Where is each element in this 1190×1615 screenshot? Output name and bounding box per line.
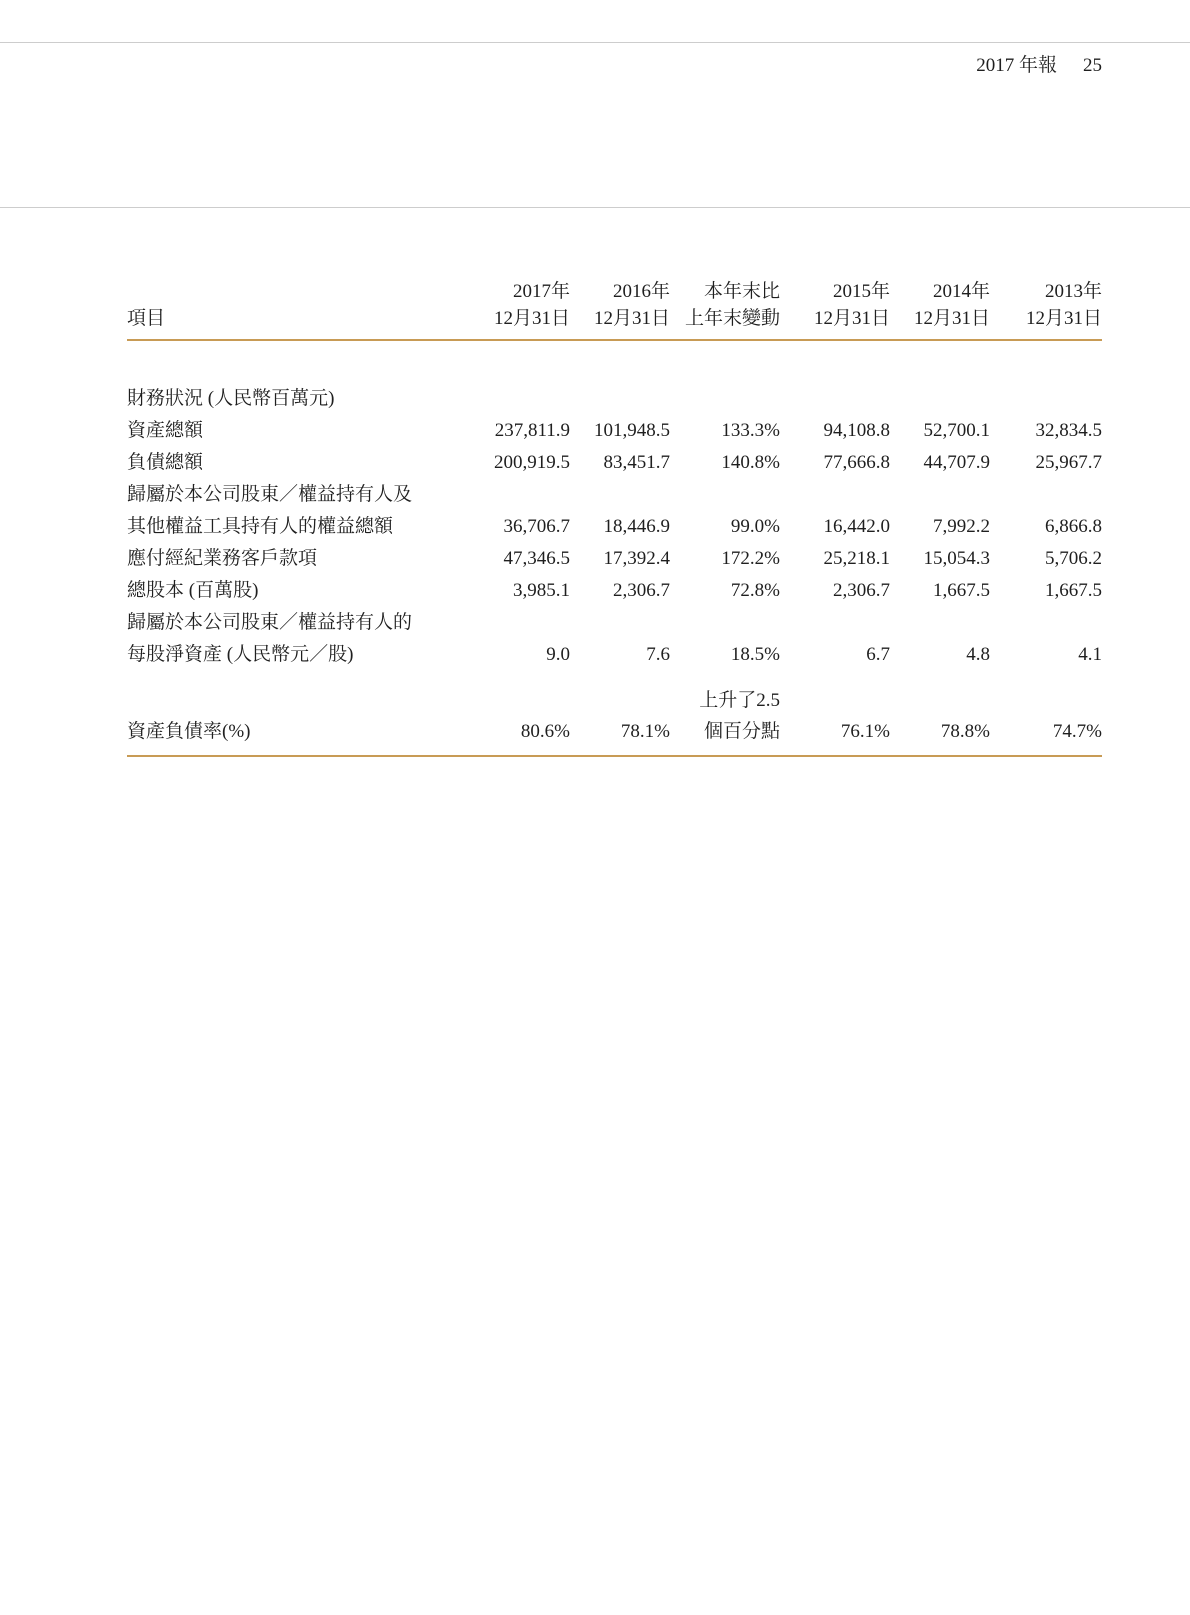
cell-2016: 18,446.9: [603, 516, 670, 537]
cell-change: [670, 685, 780, 756]
label-continuation-row: [127, 607, 1102, 639]
row-label: 總股本 (百萬股): [127, 580, 259, 601]
cell-2016: 78.1%: [570, 685, 670, 756]
cell-2017: 9.0: [546, 644, 570, 665]
row-label: 資產總額: [127, 420, 204, 441]
section-label: 財務狀況 (人民幣百萬元): [127, 388, 335, 409]
label-continuation-row: [127, 479, 1102, 511]
cell-2015: 6.7: [866, 644, 890, 665]
top-divider: [0, 42, 1190, 43]
cell-2013: 6,866.8: [1045, 516, 1102, 537]
report-title: 2017 年報: [976, 55, 1057, 76]
cell-2017: 3,985.1: [513, 580, 570, 601]
table-row: [127, 543, 1102, 575]
cell-2015: 2,306.7: [833, 580, 890, 601]
change-note-line2: 個百分點: [703, 721, 780, 742]
cell-change: 172.2%: [721, 548, 780, 569]
section-row: [127, 383, 1102, 415]
cell-change: 140.8%: [721, 452, 780, 473]
row-label: 資產負債率(%): [127, 685, 470, 756]
spacer-row: [127, 671, 1102, 685]
cell-2013: 1,667.5: [1045, 580, 1102, 601]
cell-2017: 200,919.5: [494, 452, 570, 473]
row-label: 應付經紀業務客戶款項: [127, 548, 318, 569]
table-row: [127, 447, 1102, 479]
cell-2015: 25,218.1: [823, 548, 890, 569]
cell-2017: 80.6%: [470, 685, 570, 756]
cell-2015: 94,108.8: [823, 420, 890, 441]
cell-2016: 101,948.5: [594, 420, 670, 441]
cell-2014: 52,700.1: [923, 420, 990, 441]
table-row: [127, 511, 1102, 543]
col-header-item: 項目: [127, 278, 470, 340]
col-header-2015: 2015年 12月31日: [780, 278, 890, 340]
cell-2014: 44,707.9: [923, 452, 990, 473]
cell-2017: 47,346.5: [503, 548, 570, 569]
cell-2013: 4.1: [1078, 644, 1102, 665]
cell-2014: 78.8%: [890, 685, 990, 756]
col-header-2016: 2016年 12月31日: [570, 278, 670, 340]
cell-2016: 17,392.4: [603, 548, 670, 569]
table-header-row: [127, 278, 1102, 340]
row-label: 其他權益工具持有人的權益總額: [127, 516, 394, 537]
page-header: [976, 50, 1102, 77]
table-row: [127, 575, 1102, 607]
financial-summary-table: [127, 278, 1102, 757]
col-header-2014: 2014年 12月31日: [890, 278, 990, 340]
cell-2014: 7,992.2: [933, 516, 990, 537]
cell-2017: 36,706.7: [503, 516, 570, 537]
col-header-2017: 2017年 12月31日: [470, 278, 570, 340]
cell-2016: 7.6: [646, 644, 670, 665]
cell-2016: 83,451.7: [603, 452, 670, 473]
col-header-change: 本年末比 上年末變動: [670, 278, 780, 340]
spacer-row: [127, 340, 1102, 383]
table-row: [127, 415, 1102, 447]
table-row: [127, 639, 1102, 671]
col-header-2013: 2013年 12月31日: [990, 278, 1102, 340]
row-label: 負債總額: [127, 452, 204, 473]
row-label: 每股淨資產 (人民幣元／股): [127, 644, 354, 665]
cell-change: 72.8%: [730, 580, 780, 601]
cell-2014: 15,054.3: [923, 548, 990, 569]
cell-2015: 16,442.0: [823, 516, 890, 537]
cell-change: 18.5%: [730, 644, 780, 665]
cell-2017: 237,811.9: [494, 420, 570, 441]
cell-2016: 2,306.7: [613, 580, 670, 601]
cell-2013: 25,967.7: [1035, 452, 1102, 473]
cell-change: 133.3%: [721, 420, 780, 441]
cell-2013: 74.7%: [990, 685, 1102, 756]
section-divider: [0, 207, 1190, 208]
table-row-gearing-ratio: [127, 685, 1102, 756]
row-label: 歸屬於本公司股東／權益持有人的: [127, 612, 413, 633]
cell-2015: 77,666.8: [823, 452, 890, 473]
cell-2014: 1,667.5: [933, 580, 990, 601]
cell-2015: 76.1%: [780, 685, 890, 756]
page-number: 25: [1083, 55, 1102, 76]
cell-2014: 4.8: [966, 644, 990, 665]
cell-2013: 5,706.2: [1045, 548, 1102, 569]
change-note-line1: 上升了2.5: [699, 690, 780, 711]
row-label: 歸屬於本公司股東／權益持有人及: [127, 484, 413, 505]
cell-2013: 32,834.5: [1035, 420, 1102, 441]
financial-table: [127, 278, 1102, 757]
cell-change: 99.0%: [730, 516, 780, 537]
